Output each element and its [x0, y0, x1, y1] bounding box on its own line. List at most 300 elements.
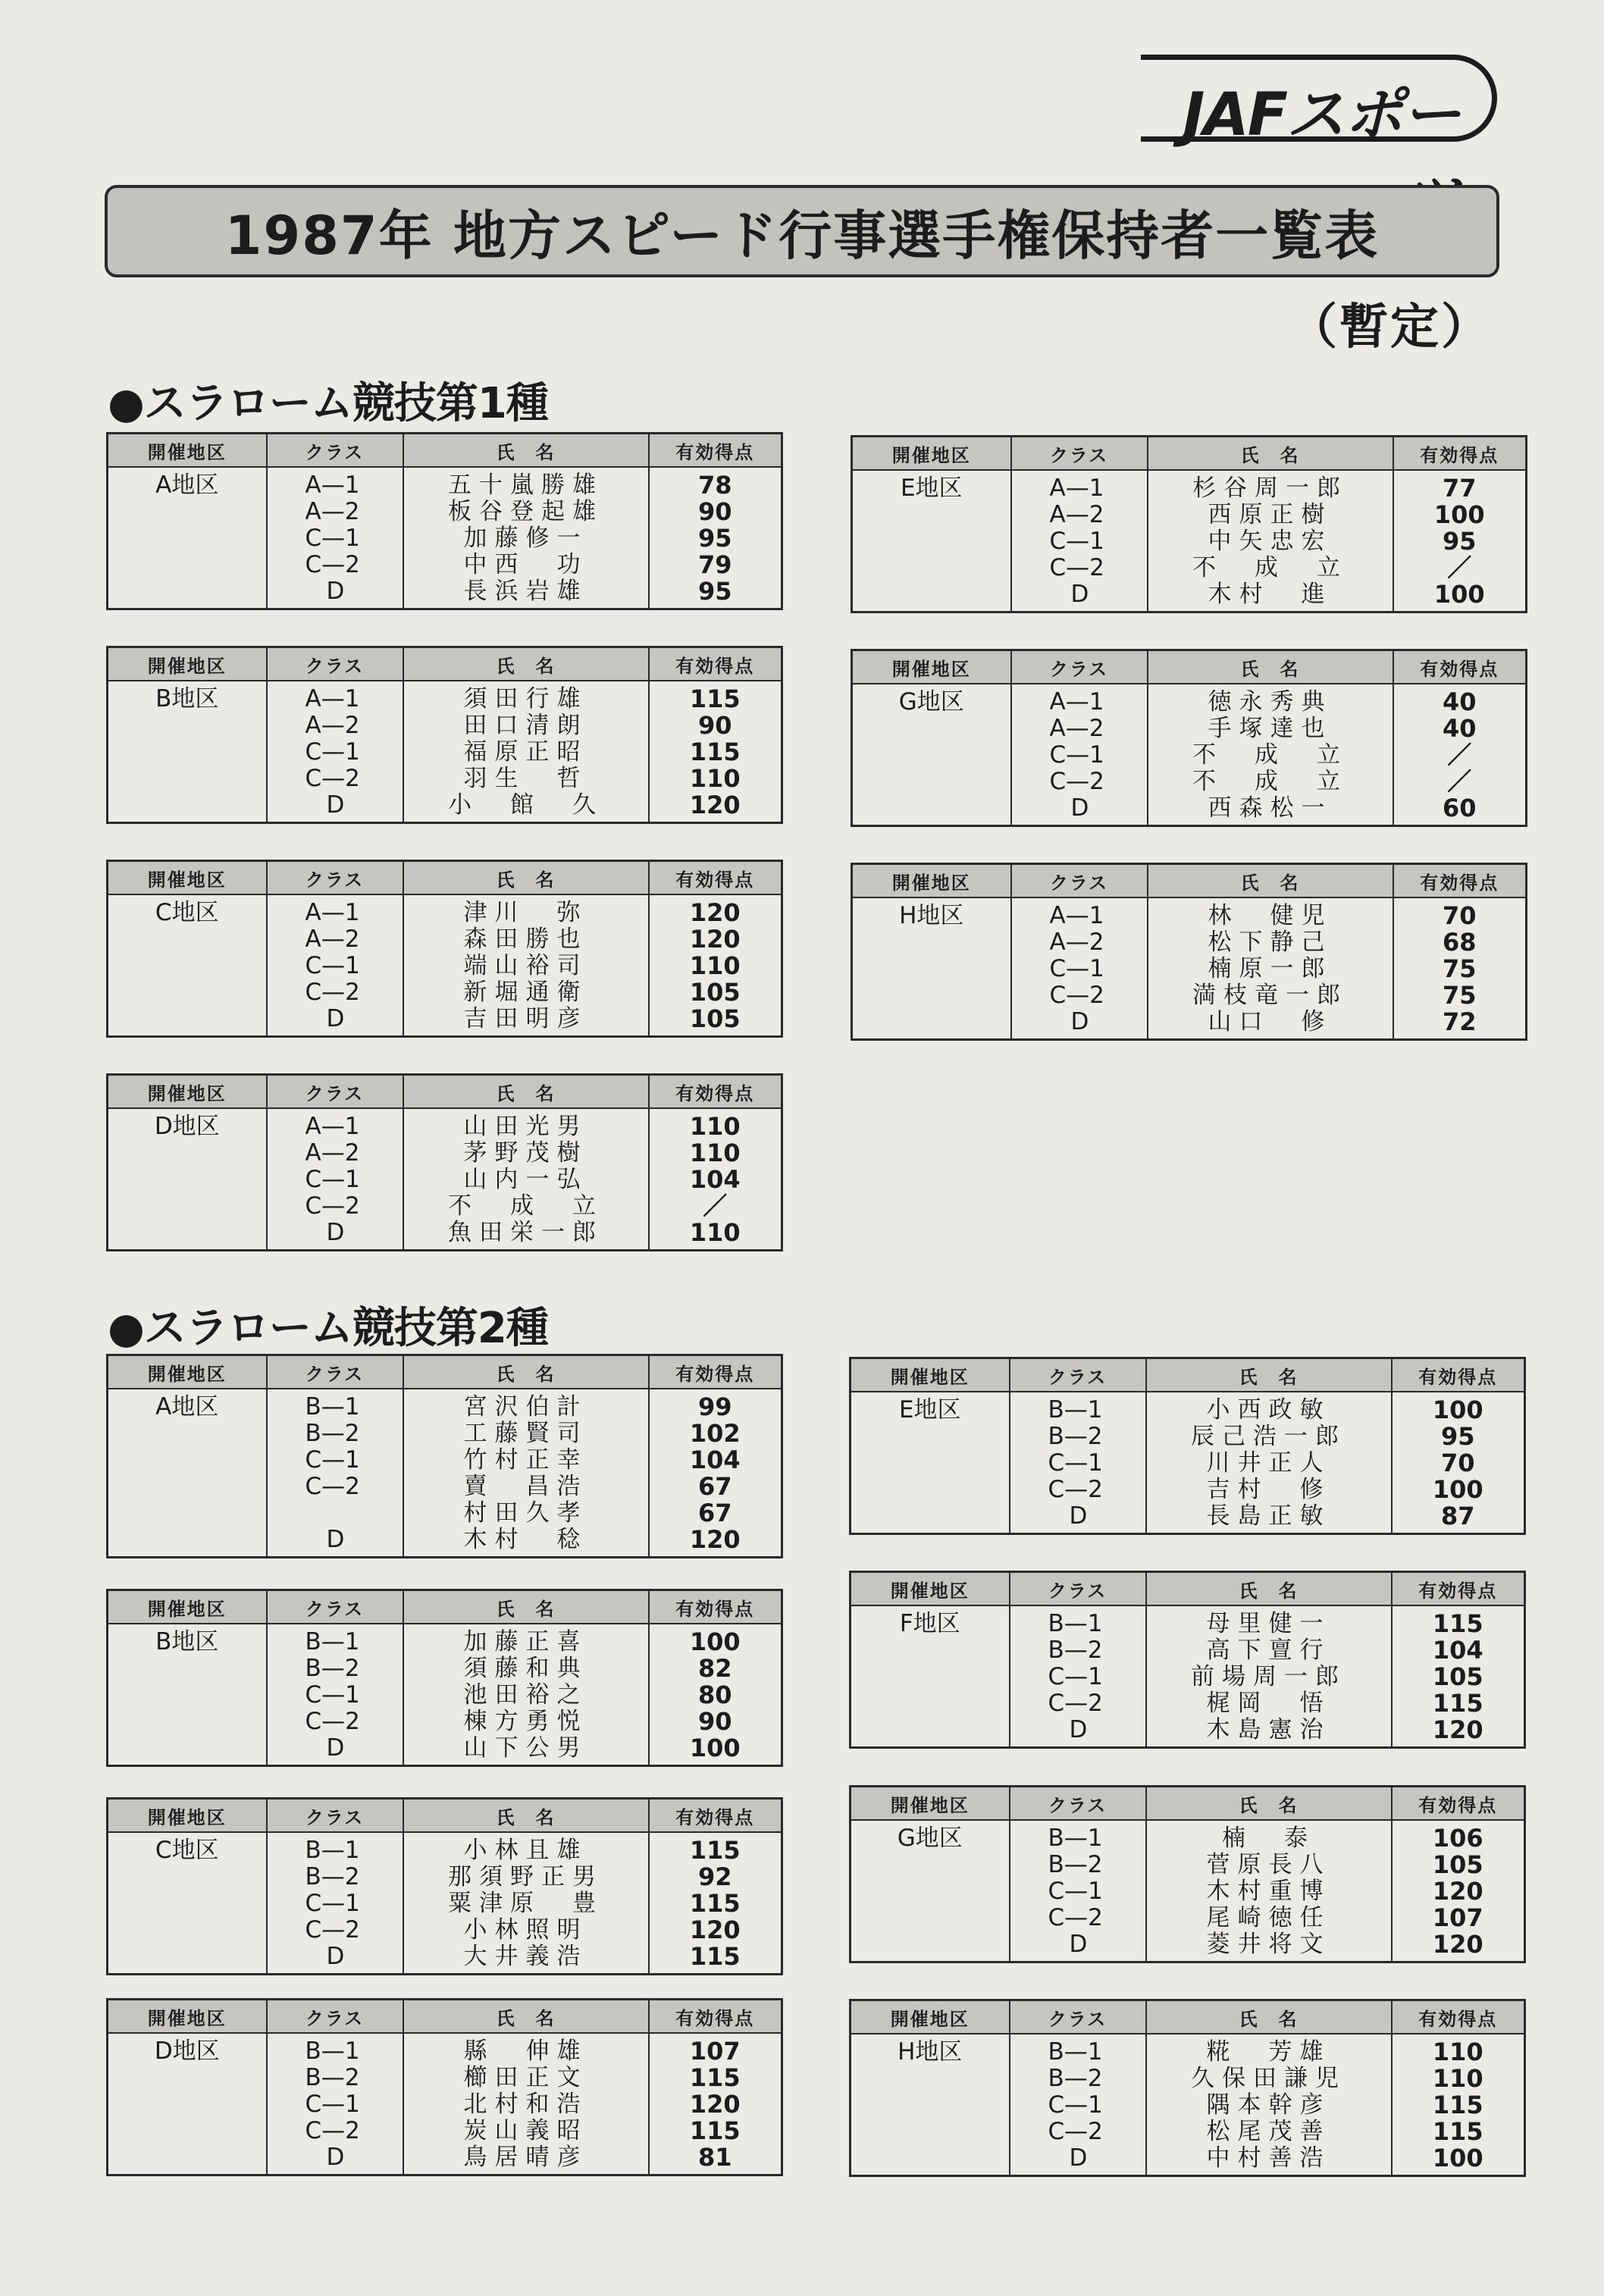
entrant-name: 西原正樹	[1208, 502, 1333, 528]
class-label: D	[1070, 1009, 1089, 1035]
class-label: C—1	[305, 1682, 360, 1709]
entrant-name: 菱井将文	[1206, 1931, 1331, 1958]
entrant-name: 森田勝也	[463, 926, 588, 953]
score-value: 105	[1432, 1664, 1483, 1690]
header-score: 有効得点	[1393, 437, 1527, 471]
class-label: B—1	[1048, 2039, 1103, 2066]
header-class: クラス	[1011, 864, 1148, 898]
entrant-name: 辰己浩一郎	[1191, 1424, 1346, 1450]
entrant-name: 不 成 立	[1192, 742, 1348, 769]
class-label: D	[1069, 2145, 1088, 2172]
score-value: 70	[1442, 903, 1477, 929]
header-name: 氏 名	[1146, 1358, 1392, 1392]
scores-cell	[649, 894, 782, 1037]
class-label: C—1	[305, 1447, 360, 1474]
entrant-name: 不 成 立	[448, 1193, 603, 1220]
names-cell	[403, 681, 649, 823]
header-score: 有効得点	[649, 1590, 782, 1624]
entrant-name: 久保田謙児	[1191, 2066, 1346, 2092]
class-label: C—2	[305, 1709, 360, 1735]
score-value: 104	[1432, 1637, 1483, 1664]
score-value: 100	[1432, 1477, 1483, 1503]
standings-table	[106, 1797, 783, 1975]
score-value: 120	[689, 2091, 741, 2118]
class-label: C—2	[1048, 1477, 1103, 1503]
standings-table	[106, 860, 783, 1038]
standings-table	[106, 1998, 783, 2176]
class-label: C—1	[305, 953, 360, 979]
class-label: D	[326, 1006, 345, 1032]
standings-table	[106, 1354, 783, 1558]
table-row	[108, 1624, 782, 1766]
entrant-name: 吉村 修	[1206, 1477, 1331, 1503]
header-name: 氏 名	[1146, 2000, 1392, 2034]
entrant-name: 粟津原 豊	[448, 1890, 603, 1917]
entrant-name: 長島正敏	[1206, 1503, 1331, 1530]
score-value: 115	[1432, 2092, 1483, 2119]
entrant-name: 茅野茂樹	[463, 1140, 588, 1167]
entrant-name: 縣 伸雄	[463, 2038, 588, 2065]
entrant-name: 母里健一	[1206, 1611, 1331, 1637]
entrant-name: 満枝竜一郎	[1192, 982, 1348, 1009]
entrant-name: 五十嵐勝雄	[448, 472, 603, 499]
score-value: ／	[1447, 555, 1472, 581]
class-label: A—2	[305, 1140, 360, 1167]
region-cell: H地区	[852, 897, 1011, 1040]
standings-table	[849, 1785, 1526, 1963]
header-class: クラス	[267, 1590, 403, 1624]
names-cell	[1146, 1820, 1392, 1962]
standings-table	[849, 1357, 1526, 1535]
header-name: 氏 名	[403, 861, 649, 895]
entrant-name: 川井正人	[1206, 1450, 1331, 1477]
entrant-name: 櫛田正文	[463, 2065, 588, 2091]
score-value: 107	[1432, 1905, 1483, 1931]
score-value: 120	[689, 1527, 741, 1553]
entrant-name: 山内一弘	[463, 1167, 588, 1193]
class-label: D	[1069, 1717, 1088, 1743]
header-class: クラス	[1010, 2000, 1146, 2034]
scores-cell	[649, 467, 782, 609]
score-value: 102	[689, 1421, 741, 1447]
entrant-name: 棟方勇悦	[463, 1709, 588, 1735]
score-value: 67	[697, 1474, 732, 1500]
score-value: 60	[1442, 795, 1477, 822]
class-label: B—2	[305, 2065, 360, 2091]
region-cell: G地区	[851, 1820, 1010, 1962]
score-value: 80	[697, 1682, 732, 1709]
header-class: クラス	[267, 861, 403, 895]
header-name: 氏 名	[403, 1590, 649, 1624]
score-value: 115	[689, 1890, 741, 1917]
score-value: 95	[697, 525, 732, 552]
header-score: 有効得点	[649, 1355, 782, 1389]
header-score: 有効得点	[649, 861, 782, 895]
class-label: C—1	[1049, 956, 1104, 982]
class-label: C—2	[1048, 2119, 1103, 2145]
class-label: B—1	[1048, 1825, 1103, 1852]
entrant-name: 西森松一	[1208, 795, 1333, 822]
score-value: 100	[689, 1735, 741, 1762]
header-class: クラス	[267, 1355, 403, 1389]
region-cell: F地区	[851, 1605, 1010, 1748]
classes-cell	[1011, 684, 1148, 826]
table-row	[108, 1389, 782, 1558]
score-value: 100	[689, 1629, 741, 1655]
names-cell	[1146, 1392, 1392, 1534]
names-cell	[403, 1832, 649, 1975]
table-row	[852, 470, 1527, 612]
table-row	[108, 1832, 782, 1975]
table-row	[851, 1392, 1525, 1534]
region-cell: E地区	[852, 470, 1011, 612]
jaf-sports-logo	[1141, 55, 1497, 149]
classes-cell	[267, 1624, 403, 1766]
score-value: 104	[689, 1447, 741, 1474]
class-label: C—2	[1049, 769, 1104, 795]
scores-cell	[1393, 684, 1527, 826]
score-value: 100	[1432, 1397, 1483, 1424]
entrant-name: 須田行雄	[463, 686, 588, 713]
class-label: D	[326, 1735, 345, 1762]
entrant-name: 羽生 哲	[463, 766, 588, 792]
entrant-name: 菅原長八	[1206, 1852, 1331, 1878]
header-region: 開催地区	[108, 1590, 267, 1624]
classes-cell	[267, 1832, 403, 1975]
section-heading-slalom-1: ●スラローム競技第1種	[108, 379, 548, 428]
header-name: 氏 名	[1146, 1787, 1392, 1821]
class-label: A—2	[305, 499, 360, 525]
class-label: D	[326, 1220, 345, 1246]
entrant-name: 不 成 立	[1192, 555, 1348, 581]
class-label: B—2	[305, 1864, 360, 1890]
classes-cell	[267, 1108, 403, 1251]
entrant-name: 池田裕之	[463, 1682, 588, 1709]
class-label: C—1	[1049, 742, 1104, 769]
class-label: C—2	[1048, 1905, 1103, 1931]
score-value: 120	[1432, 1931, 1483, 1958]
header-class: クラス	[267, 2000, 403, 2034]
classes-cell	[267, 1389, 403, 1558]
section-heading-slalom-2: ●スラローム競技第2種	[108, 1304, 548, 1353]
class-label: B—2	[1048, 2066, 1103, 2092]
entrant-name: 加藤正喜	[463, 1629, 588, 1655]
score-value: 100	[1432, 2145, 1483, 2172]
score-value: 81	[697, 2144, 732, 2171]
score-value: 95	[1442, 528, 1477, 555]
table-row	[108, 894, 782, 1037]
classes-cell	[1011, 897, 1148, 1040]
class-label: C—1	[305, 2091, 360, 2118]
entrant-name: 加藤修一	[463, 525, 588, 552]
header-name: 氏 名	[1148, 437, 1393, 471]
score-value: 110	[689, 1114, 741, 1140]
entrant-name: 板谷登起雄	[448, 499, 603, 525]
class-label: C—1	[305, 1167, 360, 1193]
table-row	[851, 1820, 1525, 1962]
class-label: C—2	[305, 2118, 360, 2144]
classes-cell	[1010, 1392, 1146, 1534]
table-row	[108, 467, 782, 609]
score-value: 100	[1433, 502, 1485, 528]
score-value: 106	[1432, 1825, 1483, 1852]
class-label: B—2	[1048, 1637, 1103, 1664]
region-cell: E地区	[851, 1392, 1010, 1534]
entrant-name: 長浜岩雄	[463, 578, 588, 605]
header-region: 開催地区	[108, 1075, 267, 1109]
entrant-name: 手塚達也	[1208, 716, 1333, 742]
scores-cell	[1392, 1605, 1525, 1748]
class-label: C—2	[1048, 1690, 1103, 1717]
score-value: 107	[689, 2038, 741, 2065]
header-class: クラス	[1010, 1787, 1146, 1821]
class-label: C—1	[305, 1890, 360, 1917]
classes-cell	[1010, 1605, 1146, 1748]
score-value: 90	[697, 713, 732, 739]
header-name: 氏 名	[1148, 864, 1393, 898]
header-score: 有効得点	[649, 1799, 782, 1833]
entrant-name: 賣 昌浩	[463, 1474, 588, 1500]
header-name: 氏 名	[403, 434, 649, 468]
header-class: クラス	[1010, 1358, 1146, 1392]
entrant-name: 須藤和典	[463, 1655, 588, 1682]
header-name: 氏 名	[1148, 650, 1393, 684]
header-region: 開催地区	[108, 434, 267, 468]
class-label: C—2	[305, 552, 360, 578]
table-row	[108, 1108, 782, 1251]
names-cell	[403, 1389, 649, 1558]
entrant-name: 那須野正男	[448, 1864, 603, 1890]
class-label: C—2	[305, 1474, 360, 1500]
entrant-name: 中西 功	[463, 552, 588, 578]
class-label: C—1	[305, 525, 360, 552]
header-score: 有効得点	[1392, 1572, 1525, 1606]
region-cell: B地区	[108, 1624, 267, 1766]
entrant-name: 前場周一郎	[1191, 1664, 1346, 1690]
entrant-name: 端山裕司	[463, 953, 588, 979]
table-row	[852, 684, 1527, 826]
score-value: 105	[689, 1006, 741, 1032]
header-name: 氏 名	[403, 647, 649, 681]
classes-cell	[267, 681, 403, 823]
header-class: クラス	[267, 647, 403, 681]
table-row	[108, 681, 782, 823]
standings-table	[851, 863, 1527, 1041]
entrant-name: 楠原一郎	[1208, 956, 1333, 982]
entrant-name: 炭山義昭	[463, 2118, 588, 2144]
score-value: 120	[1432, 1717, 1483, 1743]
score-value: 79	[697, 552, 732, 578]
score-value: 115	[689, 686, 741, 713]
entrant-name: 山下公男	[463, 1735, 588, 1762]
names-cell	[403, 894, 649, 1037]
class-label: B—1	[1048, 1611, 1103, 1637]
class-label: C—1	[1048, 1450, 1103, 1477]
score-value: 90	[697, 1709, 732, 1735]
region-cell: A地区	[108, 1389, 267, 1558]
standings-table	[106, 432, 783, 610]
entrant-name: 村田久孝	[463, 1500, 588, 1527]
header-score: 有効得点	[1392, 2000, 1525, 2034]
header-region: 開催地区	[852, 437, 1011, 471]
standings-table	[106, 1589, 783, 1767]
entrant-name: 吉田明彦	[463, 1006, 588, 1032]
entrant-name: 木島憲治	[1206, 1717, 1331, 1743]
region-cell: C地区	[108, 894, 267, 1037]
score-value: 40	[1442, 716, 1477, 742]
header-region: 開催地区	[851, 2000, 1010, 2034]
standings-table	[106, 1073, 783, 1251]
logo-text: JAFスポー	[1183, 81, 1459, 149]
score-value: 110	[689, 953, 741, 979]
standings-table	[849, 1999, 1526, 2177]
standings-table	[851, 649, 1527, 827]
score-value: 105	[689, 979, 741, 1006]
header-name: 氏 名	[403, 1355, 649, 1389]
header-region: 開催地区	[108, 2000, 267, 2034]
table-row	[852, 897, 1527, 1040]
score-value: 99	[697, 1394, 732, 1421]
class-label: C—1	[1048, 1664, 1103, 1690]
standings-table	[849, 1571, 1526, 1749]
score-value: 40	[1442, 689, 1477, 716]
entrant-name: 糀 芳雄	[1206, 2039, 1331, 2066]
score-value: 92	[697, 1864, 732, 1890]
class-label: B—2	[1048, 1424, 1103, 1450]
class-label: A—1	[1049, 475, 1104, 502]
header-region: 開催地区	[108, 647, 267, 681]
entrant-name: 小 館 久	[448, 792, 603, 819]
scores-cell	[1393, 897, 1527, 1040]
header-region: 開催地区	[852, 864, 1011, 898]
entrant-name: 小林且雄	[463, 1837, 588, 1864]
score-value: ／	[1447, 769, 1472, 795]
score-value: 82	[697, 1655, 732, 1682]
table-row	[851, 2034, 1525, 2176]
entrant-name: 高下亶行	[1206, 1637, 1331, 1664]
score-value: ／	[703, 1193, 728, 1220]
scores-cell	[1393, 470, 1527, 612]
class-label: A—2	[1049, 929, 1104, 956]
class-label: D	[326, 1944, 345, 1970]
class-label: B—1	[305, 2038, 360, 2065]
class-label: C—2	[1049, 555, 1104, 581]
header-region: 開催地区	[108, 1355, 267, 1389]
class-label: A—1	[305, 900, 360, 926]
class-label: D	[326, 578, 345, 605]
score-value: 115	[1432, 1690, 1483, 1717]
entrant-name: 工藤賢司	[463, 1421, 588, 1447]
entrant-name: 小林照明	[463, 1917, 588, 1944]
score-value: 95	[697, 578, 732, 605]
entrant-name: 田口清朗	[463, 713, 588, 739]
entrant-name: 小西政敏	[1206, 1397, 1331, 1424]
header-region: 開催地区	[852, 650, 1011, 684]
class-label: A—2	[305, 713, 360, 739]
scores-cell	[649, 1832, 782, 1975]
header-region: 開催地区	[108, 861, 267, 895]
class-label: A—2	[1049, 502, 1104, 528]
entrant-name: 松尾茂善	[1206, 2119, 1331, 2145]
classes-cell	[267, 2033, 403, 2175]
names-cell	[1148, 897, 1393, 1040]
entrant-name: 木村重博	[1206, 1878, 1331, 1905]
names-cell	[403, 1624, 649, 1766]
page-title: 1987年 地方スピード行事選手権保持者一覧表	[224, 204, 1380, 267]
header-region: 開催地区	[851, 1787, 1010, 1821]
class-label: A—1	[305, 472, 360, 499]
entrant-name: 林 健児	[1208, 903, 1333, 929]
region-cell: G地区	[852, 684, 1011, 826]
score-value: 90	[697, 499, 732, 525]
entrant-name: 木村 稔	[463, 1527, 588, 1553]
header-class: クラス	[267, 434, 403, 468]
class-label: A—2	[1049, 716, 1104, 742]
region-cell: C地区	[108, 1832, 267, 1975]
header-name: 氏 名	[403, 2000, 649, 2034]
entrant-name: 杉谷周一郎	[1192, 475, 1348, 502]
score-value: 115	[1432, 1611, 1483, 1637]
class-label: C—2	[305, 1917, 360, 1944]
class-label: D	[1070, 795, 1089, 822]
class-label: D	[1069, 1503, 1088, 1530]
header-region: 開催地区	[851, 1572, 1010, 1606]
class-label: C—2	[1049, 982, 1104, 1009]
region-cell: A地区	[108, 467, 267, 609]
score-value: 100	[1433, 581, 1485, 608]
classes-cell	[1010, 2034, 1146, 2176]
class-label: D	[1070, 581, 1089, 608]
class-label: D	[326, 792, 345, 819]
class-label: C—2	[305, 1193, 360, 1220]
region-cell: D地区	[108, 1108, 267, 1251]
region-cell: D地区	[108, 2033, 267, 2175]
classes-cell	[267, 894, 403, 1037]
header-score: 有効得点	[649, 2000, 782, 2034]
header-score: 有効得点	[649, 434, 782, 468]
header-score: 有効得点	[1392, 1787, 1525, 1821]
names-cell	[1146, 2034, 1392, 2176]
entrant-name: 隅本幹彦	[1206, 2092, 1331, 2119]
entrant-name: 尾崎徳任	[1206, 1905, 1331, 1931]
class-label	[268, 1500, 403, 1527]
class-label: B—1	[305, 1837, 360, 1864]
score-value: 95	[1440, 1424, 1475, 1450]
title-banner	[105, 185, 1499, 277]
class-label: A—2	[305, 926, 360, 953]
entrant-name: 中村善浩	[1206, 2145, 1331, 2172]
entrant-name: 徳永秀典	[1208, 689, 1333, 716]
table-row	[851, 1605, 1525, 1748]
class-label: D	[326, 1527, 345, 1553]
header-score: 有効得点	[1393, 864, 1527, 898]
scores-cell	[649, 1624, 782, 1766]
entrant-name: 大井義浩	[463, 1944, 588, 1970]
score-value: 87	[1440, 1503, 1475, 1530]
names-cell	[1148, 684, 1393, 826]
score-value: 110	[1432, 2066, 1483, 2092]
class-label: C—1	[1049, 528, 1104, 555]
score-value: 78	[697, 472, 732, 499]
scores-cell	[649, 681, 782, 823]
score-value: 70	[1440, 1450, 1475, 1477]
class-label: B—1	[305, 1629, 360, 1655]
header-class: クラス	[1011, 650, 1148, 684]
scores-cell	[649, 2033, 782, 2175]
score-value: 120	[689, 900, 741, 926]
entrant-name: 魚田栄一郎	[448, 1220, 603, 1246]
class-label: B—1	[305, 1394, 360, 1421]
